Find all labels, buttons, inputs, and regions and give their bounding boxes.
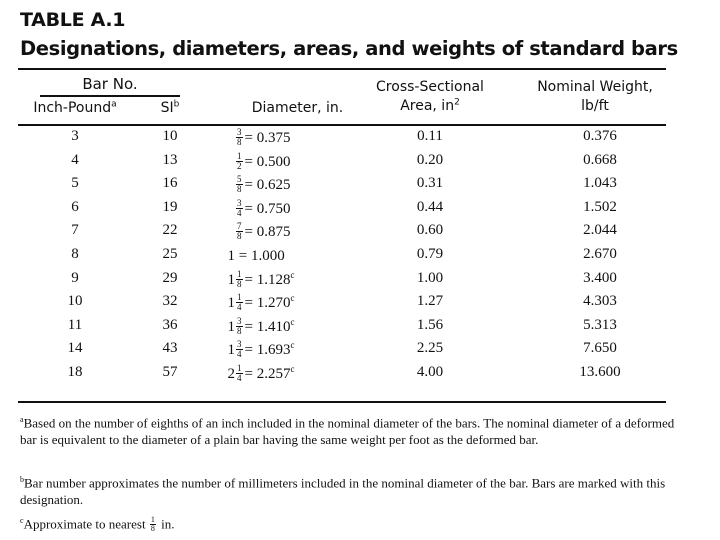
col-header-diameter: Diameter, in. — [251, 100, 344, 116]
bottom-rule — [18, 401, 666, 403]
cell-inch-pound: 3 — [71, 128, 79, 144]
col-header-inch-pound — [20, 99, 130, 118]
fraction-numerator: 1 — [237, 363, 242, 374]
cell-diameter — [225, 317, 365, 337]
fraction-numerator: 1 — [237, 268, 242, 279]
diameter-fraction — [236, 317, 243, 336]
table-label: TABLE A.1 — [20, 9, 126, 31]
diameter-decimal-value: = 1.128 — [244, 271, 291, 288]
diameter-decimal — [245, 130, 291, 146]
diameter-decimal-value: = 2.257 — [244, 366, 291, 382]
cell-area: 1.00 — [416, 269, 444, 286]
cell-inch-pound: 6 — [71, 198, 79, 215]
cell-inch-pound: 8 — [71, 246, 79, 262]
footnote-ref-b: b — [173, 99, 180, 110]
cell-area: 0.31 — [416, 175, 444, 192]
cell-weight: 1.043 — [583, 175, 617, 192]
cell-area: 0.60 — [416, 222, 444, 239]
cell-weight: 3.400 — [583, 269, 617, 286]
cell-inch-pound: 14 — [67, 340, 83, 357]
table-row — [0, 199, 720, 223]
diameter-decimal-value: = 0.625 — [244, 177, 291, 194]
diameter-decimal-value: = 1.693 — [244, 342, 291, 359]
table-row — [0, 128, 720, 152]
diameter-decimal-value: = 0.875 — [244, 224, 291, 241]
cell-si: 16 — [162, 175, 178, 192]
cell-inch-pound: 7 — [71, 222, 79, 239]
diameter-decimal — [239, 248, 285, 264]
fraction-denominator: 4 — [237, 302, 242, 313]
table-row — [0, 175, 720, 199]
cell-si: 10 — [162, 128, 178, 144]
cell-si: 13 — [162, 151, 178, 168]
footnote-ref-c: c — [290, 316, 295, 327]
cell-area: 0.44 — [416, 198, 444, 215]
cell-weight: 5.313 — [583, 316, 617, 333]
col-header-weight-line2: lb/ft — [581, 98, 609, 114]
diameter-decimal-value: = 0.750 — [244, 200, 291, 217]
footnote-c — [20, 513, 680, 534]
diameter-decimal — [244, 316, 295, 335]
cell-area: 0.11 — [417, 128, 443, 144]
fraction-denominator: 8 — [237, 325, 242, 336]
diameter-decimal — [245, 177, 291, 193]
diameter-fraction — [236, 175, 243, 194]
cell-inch-pound: 5 — [71, 175, 79, 192]
col-header-area-line2-text: Area, in — [400, 98, 455, 114]
cell-si: 36 — [162, 316, 178, 333]
table-row — [0, 293, 720, 317]
footnote-ref-c: c — [290, 293, 295, 304]
cell-weight: 7.650 — [583, 340, 617, 357]
cell-si: 57 — [162, 364, 178, 380]
cell-diameter — [225, 246, 365, 265]
col-header-area-exponent: 2 — [454, 97, 460, 108]
table-row — [0, 317, 720, 341]
diameter-decimal — [245, 224, 291, 240]
diameter-fraction — [236, 364, 243, 383]
diameter-decimal — [245, 295, 295, 311]
diameter-decimal-value: = 0.500 — [244, 153, 291, 170]
cell-diameter — [225, 175, 365, 195]
cell-diameter — [225, 199, 365, 219]
group-header: Bar No. — [82, 75, 138, 93]
fraction-numerator: 1 — [237, 150, 242, 161]
diameter-fraction — [236, 293, 243, 312]
cell-weight: 2.044 — [583, 222, 617, 239]
diameter-decimal-value: = 0.375 — [244, 130, 291, 146]
diameter-decimal-value: = 1.270 — [244, 295, 291, 312]
diameter-decimal-value: = 1.000 — [238, 248, 285, 264]
cell-area: 2.25 — [416, 340, 444, 357]
fraction-numerator: 3 — [237, 197, 242, 208]
fraction-denominator: 4 — [237, 207, 242, 218]
cell-inch-pound: 4 — [71, 151, 79, 168]
diameter-fraction — [236, 340, 243, 359]
diameter-decimal — [245, 342, 295, 358]
diameter-decimal — [244, 269, 295, 288]
fraction-numerator: 5 — [237, 174, 242, 185]
cell-weight: 4.303 — [583, 293, 617, 310]
col-header-area-line1: Cross-Sectional — [376, 79, 484, 95]
table-row — [0, 246, 720, 270]
cell-diameter — [225, 152, 365, 172]
table-row — [0, 222, 720, 246]
fraction-denominator: 4 — [237, 373, 242, 384]
cell-diameter — [225, 128, 365, 148]
diameter-whole: 1 — [227, 295, 235, 312]
fraction-denominator: 8 — [237, 231, 242, 242]
fraction-denominator: 8 — [237, 137, 242, 148]
diameter-whole: 1 — [227, 342, 235, 359]
footnote-c-mark: c — [20, 516, 24, 525]
diameter-decimal — [245, 366, 295, 382]
fraction-numerator: 3 — [237, 127, 242, 138]
cell-diameter — [225, 222, 365, 242]
footnote-ref-c: c — [290, 364, 295, 374]
fraction-numerator: 3 — [237, 339, 242, 350]
diameter-fraction — [236, 128, 243, 147]
diameter-decimal — [245, 201, 291, 217]
cell-diameter — [225, 270, 365, 290]
footnote-b — [20, 472, 680, 508]
diameter-fraction — [236, 270, 243, 289]
fraction-numerator: 3 — [237, 315, 242, 326]
cell-si: 25 — [162, 246, 178, 262]
diameter-whole: 1 — [227, 248, 235, 264]
cell-area: 4.00 — [416, 364, 444, 380]
cell-area: 1.27 — [416, 293, 444, 310]
footnote-b-mark: b — [20, 475, 24, 484]
cell-area: 0.79 — [416, 246, 444, 262]
cell-diameter — [225, 293, 365, 313]
footnote-a — [20, 412, 680, 448]
col-header-weight — [520, 78, 670, 116]
diameter-decimal — [245, 154, 291, 170]
footnote-a-mark: a — [20, 415, 24, 424]
col-header-area — [355, 78, 505, 116]
fraction-denominator: 8 — [237, 278, 242, 289]
cell-si: 32 — [162, 293, 178, 310]
fraction-numerator: 1 — [150, 514, 155, 524]
col-header-weight-line1: Nominal Weight, — [537, 79, 653, 95]
table-title: Designations, diameters, areas, and weights of standard bars — [20, 37, 678, 60]
cell-area: 0.20 — [416, 151, 444, 168]
cell-inch-pound: 11 — [67, 316, 83, 333]
cell-inch-pound: 9 — [71, 269, 79, 286]
footnote-ref-c: c — [290, 269, 295, 280]
cell-diameter — [225, 340, 365, 360]
footnote-ref-a: a — [111, 99, 117, 110]
cell-weight: 0.376 — [583, 128, 617, 144]
diameter-whole: 2 — [227, 366, 235, 382]
cell-weight: 0.668 — [583, 151, 617, 168]
cell-area: 1.56 — [416, 316, 444, 333]
table-row — [0, 364, 720, 388]
cell-inch-pound: 10 — [67, 293, 83, 310]
table-row — [0, 340, 720, 364]
col-header-inch-pound-text: Inch-Pound — [33, 100, 112, 116]
footnote-c-text-post: in. — [161, 516, 175, 532]
diameter-whole: 1 — [227, 271, 235, 288]
header-rule — [18, 124, 666, 126]
col-header-si-text: SI — [160, 100, 174, 116]
cell-weight: 13.600 — [579, 364, 621, 380]
col-header-si — [140, 99, 200, 118]
fraction-denominator: 2 — [237, 160, 242, 171]
footnote-b-text: Bar number approximates the number of millimeters included in the nominal diameter of the bar. Bars are marked with this designation. — [20, 475, 666, 507]
cell-diameter — [225, 364, 365, 384]
cell-weight: 2.670 — [583, 246, 617, 262]
cell-si: 19 — [162, 198, 178, 215]
fraction-denominator: 4 — [237, 349, 242, 360]
diameter-decimal-value: = 1.410 — [244, 318, 291, 335]
diameter-fraction — [236, 199, 243, 218]
top-rule — [18, 68, 666, 70]
fraction-numerator: 1 — [237, 292, 242, 303]
diameter-fraction — [236, 222, 243, 241]
fraction-numerator: 7 — [237, 221, 242, 232]
diameter-whole: 1 — [227, 318, 235, 335]
cell-weight: 1.502 — [583, 198, 617, 215]
cell-si: 43 — [162, 340, 178, 357]
cell-si: 22 — [162, 222, 178, 239]
fraction-denominator: 8 — [150, 523, 155, 533]
group-rule — [40, 95, 180, 97]
cell-inch-pound: 18 — [67, 364, 83, 380]
diameter-fraction — [236, 152, 243, 171]
cell-si: 29 — [162, 269, 178, 286]
table-row — [0, 152, 720, 176]
table-row — [0, 270, 720, 294]
footnote-a-text: Based on the number of eighths of an inch included in the nominal diameter of the bars. The nominal diameter of a deformed bar is equivalent to the diameter of a plain bar having the same weight per foot as the deformed bar. — [20, 415, 675, 447]
footnote-c-text-pre: Approximate to nearest — [23, 516, 146, 532]
footnote-c-fraction — [150, 516, 156, 533]
footnote-ref-c: c — [290, 340, 295, 351]
col-header-area-line2 — [355, 97, 505, 116]
fraction-denominator: 8 — [237, 184, 242, 195]
